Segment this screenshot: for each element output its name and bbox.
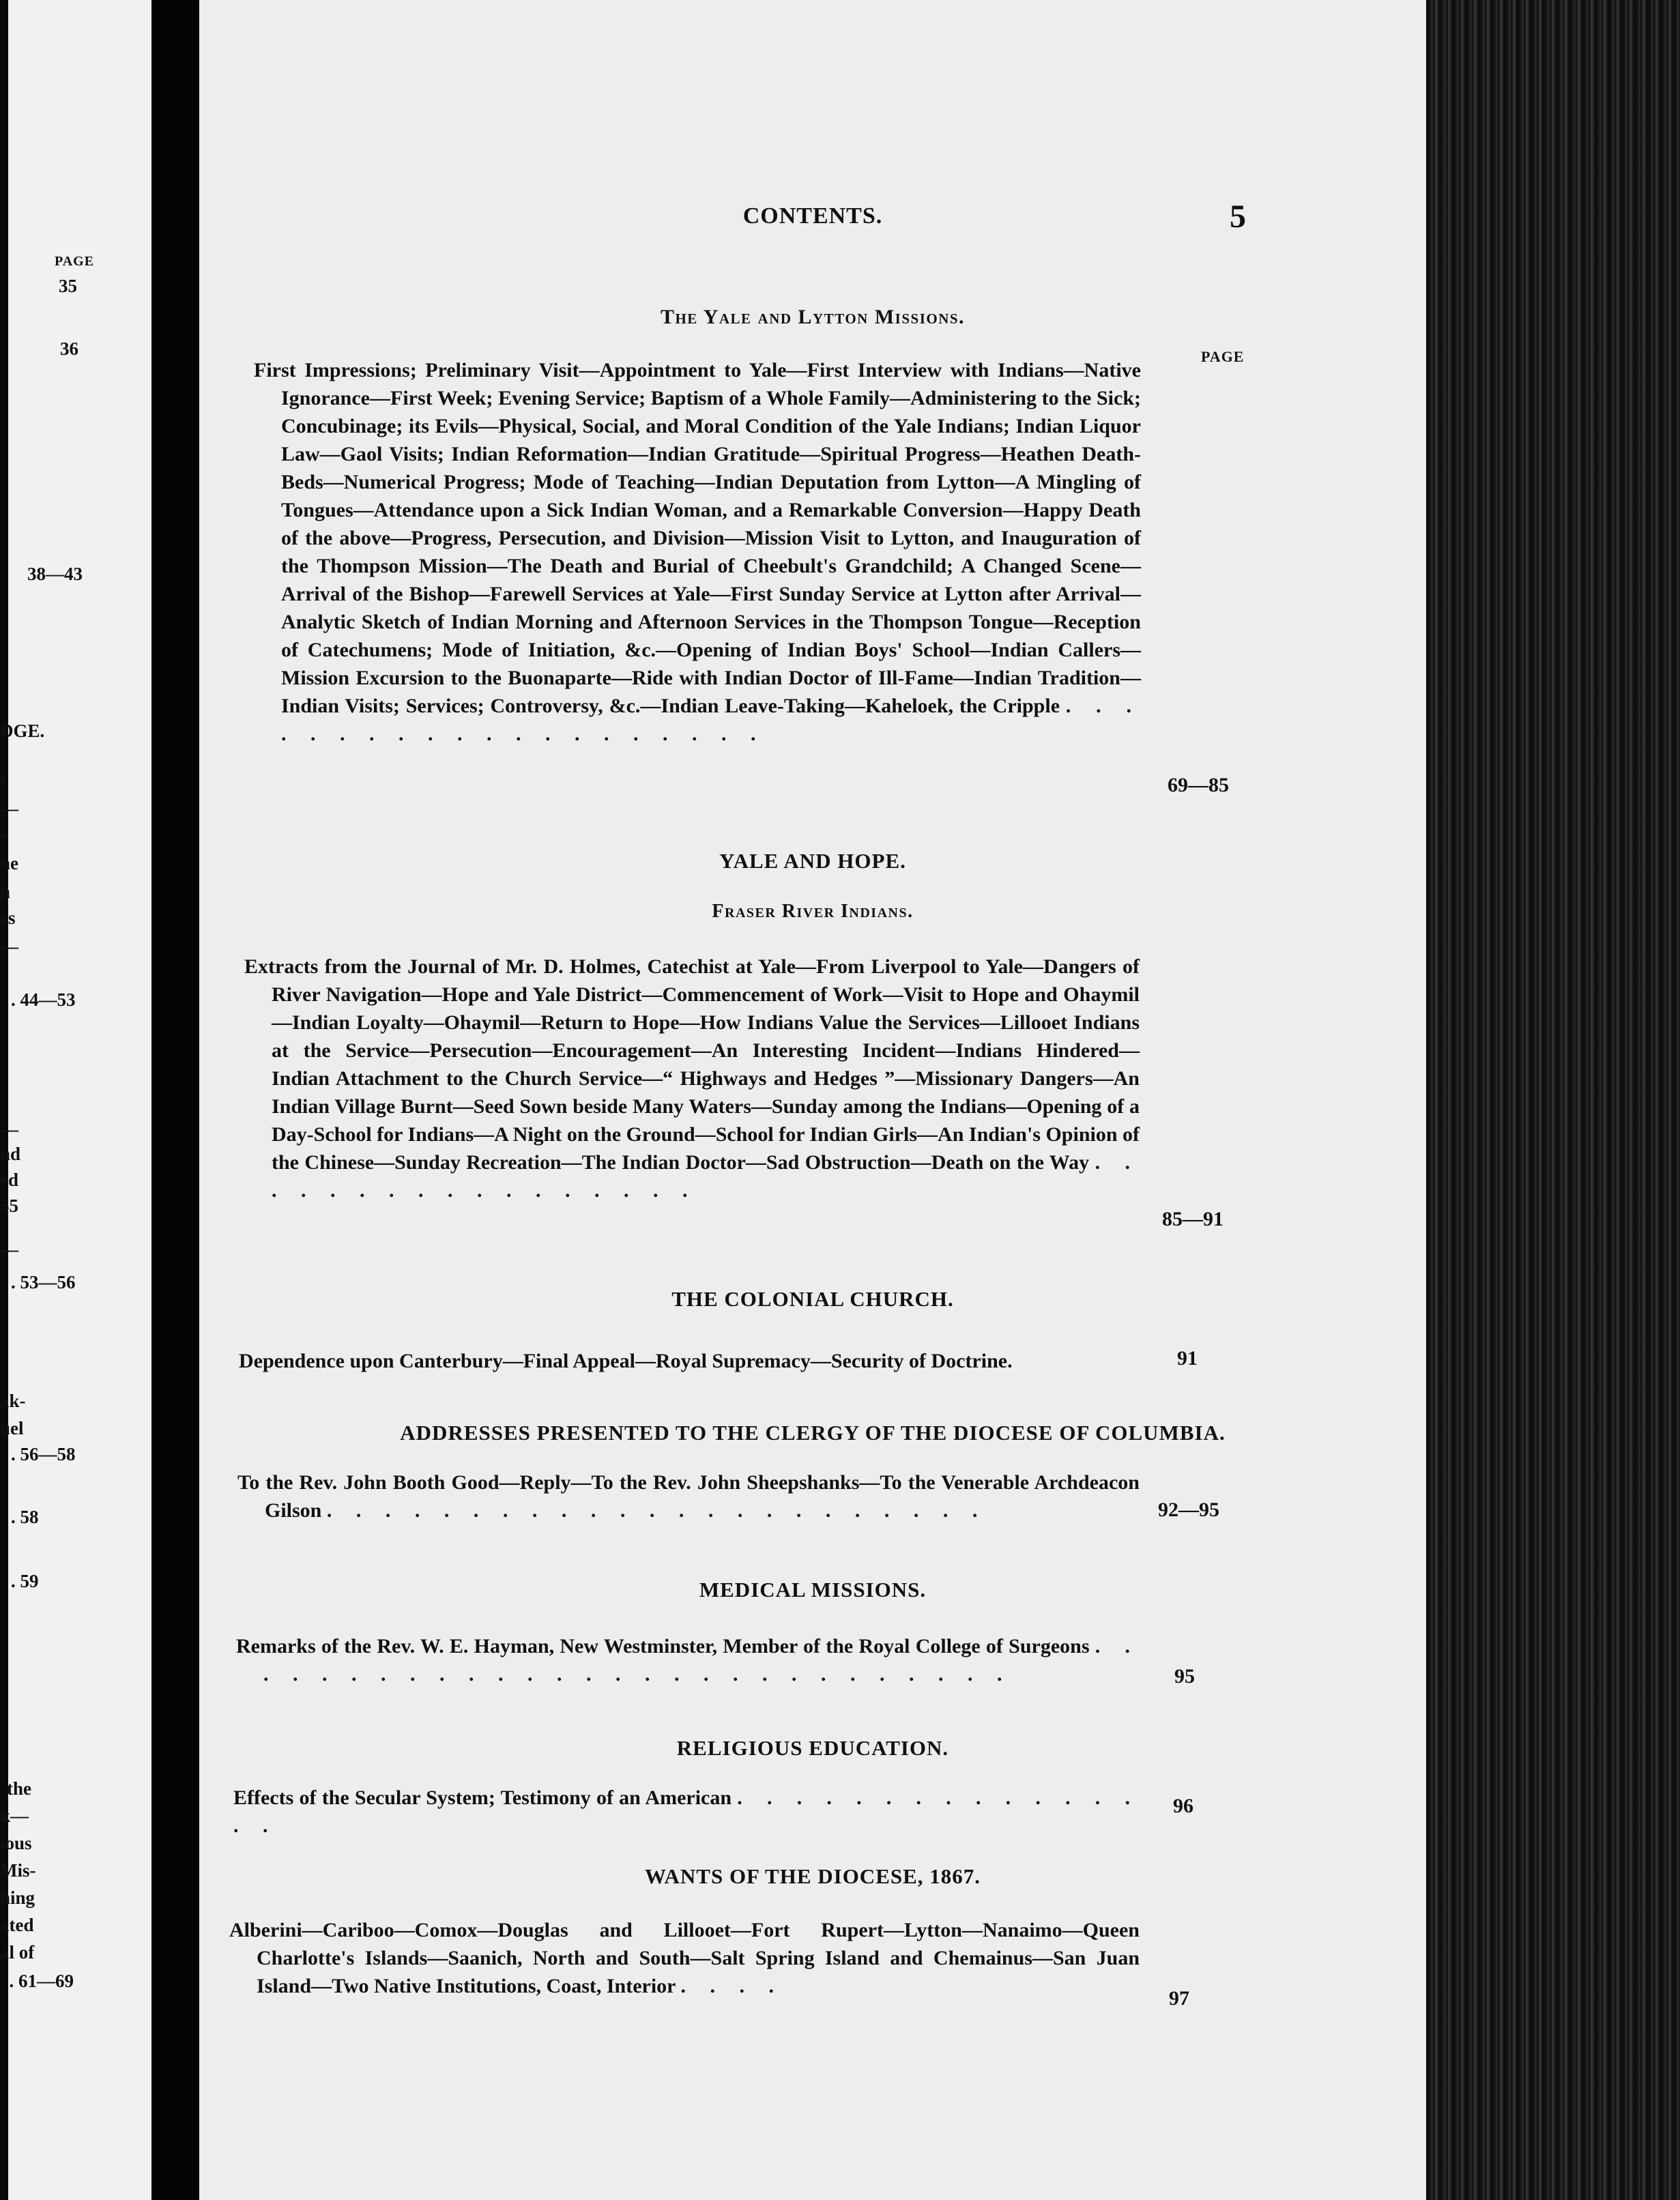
contents-entry: Dependence upon Canterbury—Final Appeal—Royal Supremacy—Security of Doctrine. — [239, 1350, 1013, 1372]
left-item: . 58 — [11, 1507, 39, 1527]
left-item: Mis- — [0, 1860, 36, 1881]
contents-page — [199, 0, 1426, 2200]
left-item: t — [0, 771, 6, 792]
left-item: 38—43 — [27, 564, 83, 584]
left-item: 55 — [0, 1196, 18, 1216]
left-item: . . 61—69 — [0, 1971, 74, 1991]
leader-dots: . . . . — [680, 1975, 783, 1997]
contents-entry — [237, 1468, 1140, 1524]
left-page-label: PAGE — [55, 254, 95, 269]
leader-dots: . . . . . . . . . . . . . . . . . . . . — [281, 695, 1141, 745]
left-item: ak- — [0, 1391, 26, 1411]
contents-entry — [233, 1784, 1140, 1840]
page-reference: 85—91 — [1162, 1208, 1223, 1230]
section-heading: ADDRESSES PRESENTED TO THE CLERGY OF THE DIOCESE OF COLUMBIA. — [400, 1421, 1226, 1445]
running-head: CONTENTS. — [742, 203, 883, 229]
left-item: n — [0, 882, 11, 902]
section-heading: RELIGIOUS EDUCATION. — [676, 1736, 949, 1760]
page-reference: 95 — [1174, 1665, 1195, 1688]
book-gutter — [151, 0, 199, 2200]
contents-entry — [244, 953, 1140, 1204]
facing-page — [0, 0, 151, 2200]
left-item: . 44—53 — [11, 989, 76, 1010]
section-heading: WANTS OF THE DIOCESE, 1867. — [644, 1864, 981, 1888]
page-reference: 91 — [1177, 1347, 1198, 1370]
left-item: al of — [0, 1942, 35, 1963]
entry-text: Alberini—Cariboo—Comox—Douglas and Lillooet—Fort Rupert—Lytton—Nanaimo—Queen Charlotte's Islands—Saanich, North and South—Salt Spring Island and Chemainus—San Juan Island—Two Native Institutions, Coast, Interior — [229, 1919, 1140, 1997]
entry-text: Effects of the Secular System; Testimony of an American — [233, 1786, 732, 1809]
entry-text: To the Rev. John Booth Good—Reply—To the Rev. John Sheepshanks—To the Venerable Archdeacon Gilson — [237, 1471, 1140, 1522]
contents-entry — [236, 1632, 1140, 1688]
left-item: k— — [0, 1806, 29, 1826]
page-reference: 69—85 — [1168, 774, 1229, 796]
section-heading: THE COLONIAL CHURCH. — [671, 1287, 954, 1311]
left-item: the — [7, 1778, 31, 1799]
left-item: e — [0, 826, 8, 846]
left-item: — — [0, 1239, 18, 1260]
section-heading: YALE AND HOPE. — [719, 849, 906, 873]
page-reference: 96 — [1173, 1795, 1193, 1817]
page-reference: 92—95 — [1158, 1499, 1219, 1521]
left-item: . 59 — [11, 1571, 39, 1591]
leader-dots: . . . . . . . . . . . . . . . . — [233, 1786, 1140, 1837]
section-heading: MEDICAL MISSIONS. — [699, 1578, 927, 1602]
left-item: — — [0, 936, 18, 957]
left-item: rs — [0, 908, 16, 928]
left-item: DGE. — [0, 721, 45, 741]
contents-entry — [229, 1916, 1140, 2000]
left-item: hing — [0, 1887, 35, 1908]
page-reference: 97 — [1169, 1987, 1189, 2010]
leader-dots: . . . . . . . . . . . . . . . . . — [272, 1151, 1140, 1202]
left-item: . 56—58 — [11, 1444, 76, 1464]
book-page-edges — [1426, 0, 1680, 2200]
entry-text: First Impressions; Preliminary Visit—Appointment to Yale—First Interview with Indians—Native Ignorance—First Week; Evening Service; Baptism of a Whole Family—Administering to the Sick; Concubinage; its Evils—Physical, Social, and Moral Condition of the Yale Indians; Indian Liquor Law—Gaol Visits; Indian Reformation—Indian Gratitude—Spiritual Progress—Heathen Death-Beds—Numerical Progress; Mode of Teaching—Indian Deputation from Lytton—A Mingling of Tongues—Attendance upon a Sick Indian Woman, and a Remarkable Conversion—Happy Death of the above—Progress, Persecution, and Division—Mission Visit to Lytton, and Inauguration of the Thompson Mission—The Death and Burial of Cheebult's Grandchild; A Changed Scene—Arrival of the Bishop—Farewell Services at Yale—First Sunday Service at Lytton after Arrival—Analytic Sketch of Indian Morning and Afternoon Services in the Thompson Tongue—Reception of Catechumens; Mode of Initiation, &c.—Opening of Indian Boys' School—Indian Callers—Mission Excursion to the Buonaparte—Ride with Indian Doctor of Ill-Fame—Indian Tradition—Indian Visits; Services; Controversy, &c.—Indian Leave-Taking—Kaheloek, the Cripple — [254, 359, 1141, 717]
entry-text: Extracts from the Journal of Mr. D. Holmes, Catechist at Yale—From Liverpool to Yale—Dangers of River Navigation—Hope and Yale District—Commencement of Work—Visit to Hope and Ohaymil—Indian Loyalty—Ohaymil—Return to Hope—How Indians Value the Services—Lillooet Indians at the Service—Persecution—Encouragement—An Interesting Incident—Indians Hindered—Indian Attachment to the Church Service—“ Highways and Hedges ”—Missionary Dangers—An Indian Village Burnt—Seed Sown beside Many Waters—Sunday among the Indians—Opening of a Day-School for Indians—A Night on the Ground—School for Indian Girls—An Indian's Opinion of the Chinese—Sunday Recreation—The Indian Doctor—Sad Obstruction—Death on the Way — [244, 955, 1140, 1174]
left-item: . 53—56 — [11, 1272, 76, 1292]
left-item: ated — [0, 1915, 34, 1935]
leader-dots: . . . . . . . . . . . . . . . . . . . . . . . . . . . . — [263, 1635, 1140, 1685]
section-heading: The Yale and Lytton Missions. — [660, 306, 966, 328]
page-column-label: PAGE — [1201, 348, 1245, 365]
left-item: 35 — [59, 276, 77, 296]
left-item: nd — [0, 1144, 21, 1164]
left-item: — — [0, 1119, 18, 1140]
left-item: — — [0, 798, 18, 819]
section-subheading: Fraser River Indians. — [712, 901, 914, 922]
leader-dots: . . . . . . . . . . . . . . . . . . . . . . . — [326, 1499, 987, 1522]
page-number: 5 — [1230, 199, 1246, 235]
left-item: ious — [0, 1833, 32, 1853]
entry-text: Remarks of the Rev. W. E. Hayman, New Westminster, Member of the Royal College of Surgeons — [236, 1635, 1090, 1658]
left-item: ed — [0, 1170, 18, 1190]
left-item: uel — [0, 1418, 24, 1438]
contents-entry — [254, 356, 1141, 748]
left-item: 36 — [60, 338, 78, 359]
left-item: ne — [0, 853, 18, 873]
